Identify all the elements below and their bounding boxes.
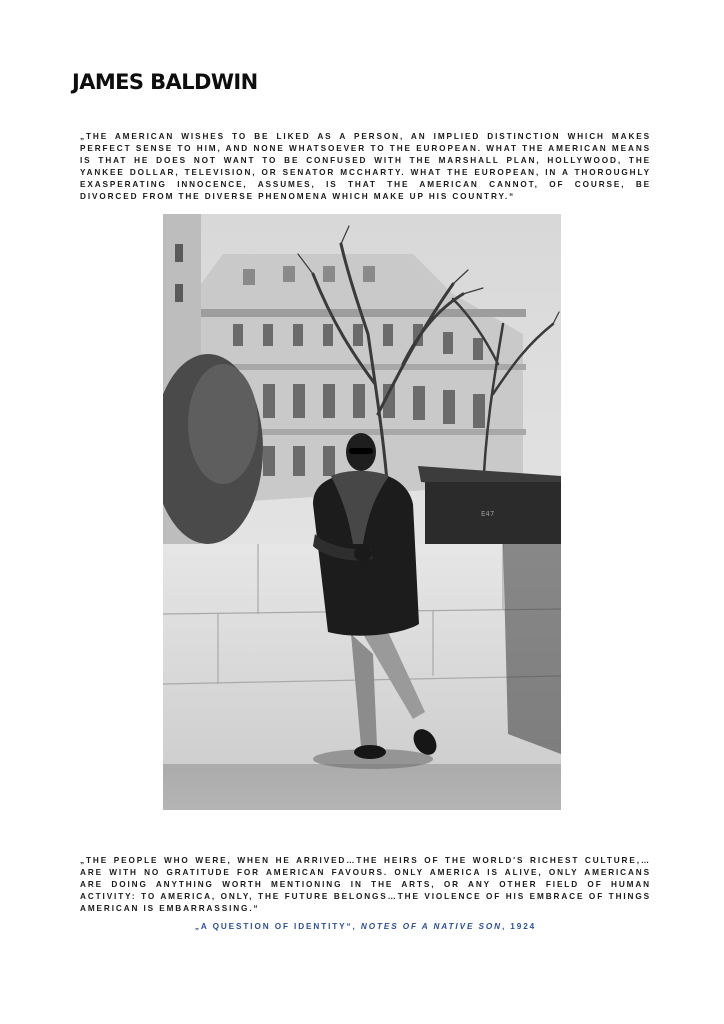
photo-illustration (163, 214, 561, 810)
quote-bottom: „THE PEOPLE WHO WERE, WHEN HE ARRIVED…THE HEIRS OF THE WORLD'S RICHEST CULTURE,…ARE WITH NO GRATITUDE FOR AMERICAN FAVOURS. ONLY AMERICA IS ALIVE, ONLY AMERICANS ARE DOING ANYTHING WORTH MENTIONING IN THE ARTS, OR ANY OTHER FIELD OF HUMAN ACTIVITY: TO AMERICA, ONLY, THE FUTURE BELONGS…THE VIOLENCE OF HIS EMBRACE OF THINGS AMERICAN IS EMBARRASSING.“ (80, 856, 651, 914)
citation-book-title: NOTES OF A NATIVE SON (360, 922, 502, 931)
page-title: JAMES BALDWIN (72, 70, 258, 94)
kiosk-sign: E47 (481, 510, 495, 518)
portrait-photo (163, 214, 561, 810)
quote-top: „THE AMERICAN WISHES TO BE LIKED AS A PERSON, AN IMPLIED DISTINCTION WHICH MAKES PERFECT SENSE TO HIM, AND NONE WHATSOEVER TO THE EUROPEAN. WHAT THE AMERICAN MEANS IS THAT HE DOES NOT WANT TO BE CONFUSED WITH THE MARSHALL PLAN, HOLLYWOOD, THE YANKEE DOLLAR, TELEVISION, OR SENATOR MCCHARTY. WHAT THE EUROPEAN, IN A THOROUGHLY EXASPERATING INNOCENCE, ASSUMES, IS THAT THE AMERICAN CANNOT, OF COURSE, BE DIVORCED FROM THE DIVERSE PHENOMENA WHICH MAKE UP HIS COUNTRY.“ (80, 132, 651, 202)
citation-prefix: „A QUESTION OF IDENTITY“, (194, 922, 361, 931)
citation (80, 922, 651, 931)
citation-suffix: , 1924 (501, 922, 537, 931)
